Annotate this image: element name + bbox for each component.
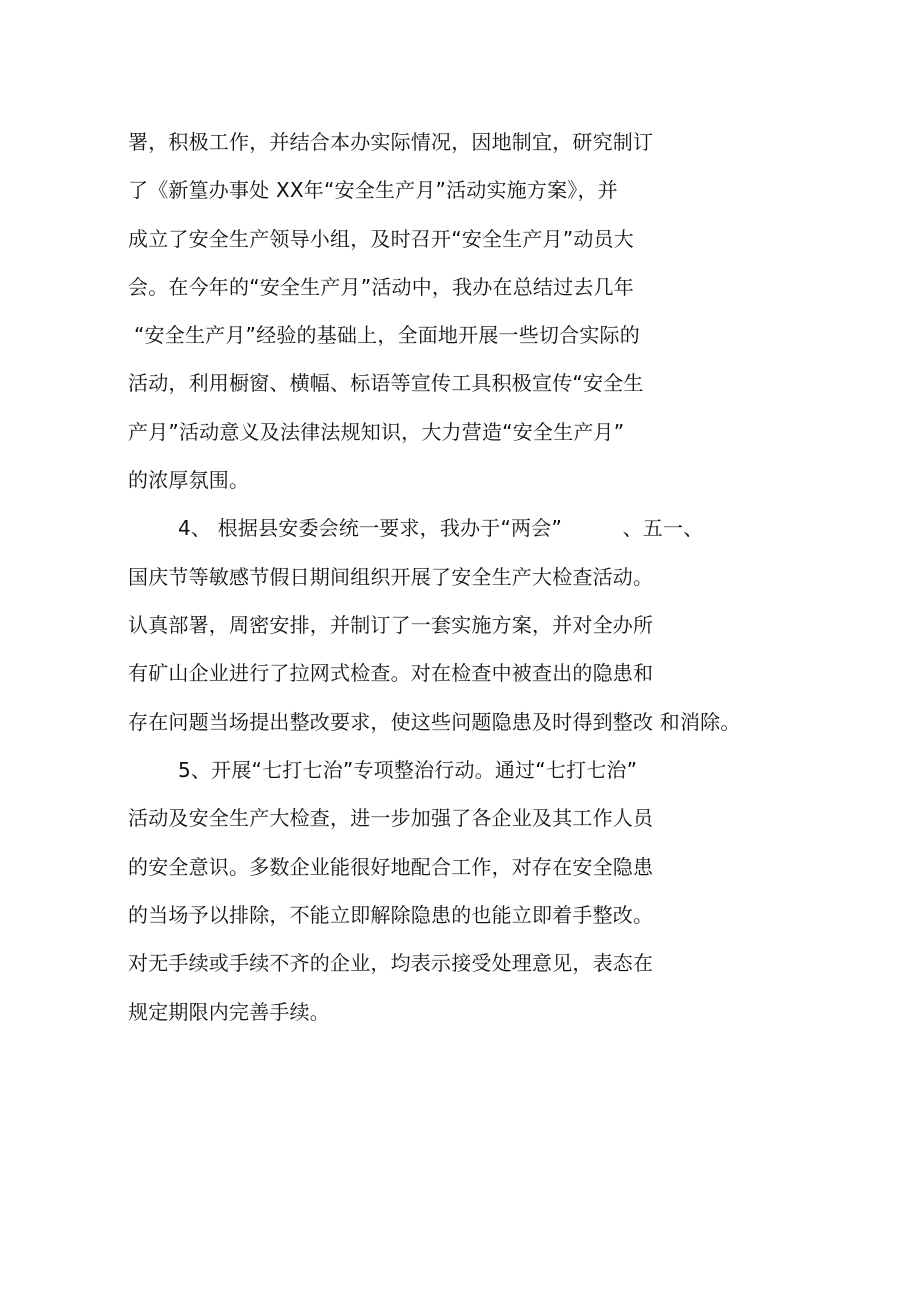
text-line-1: 署，积极工作，并结合本办实际情况，因地制宜，研究制订 xyxy=(128,130,654,154)
text-line-10: 国庆节等敏感节假日期间组织开展了安全生产大检查活动。 xyxy=(128,565,654,589)
text-line-3: 成立了安全生产领导小组，及时召开“安全生产月”动员大 xyxy=(128,227,634,251)
text-line-12: 有矿山企业进行了拉网式检查。对在检查中被查出的隐患和 xyxy=(128,661,654,685)
text-line-15: 活动及安全生产大检查，进一步加强了各企业及其工作人员 xyxy=(128,806,654,830)
text-line-8: 的浓厚氛围。 xyxy=(128,468,250,492)
text-line-14: 5、开展“七打七治”专项整治行动。通过“七打七治” xyxy=(178,758,638,782)
text-line-9: 4、 根据县安委会统一要求，我办于“两会” 、五一、 xyxy=(178,516,704,540)
text-line-6: 活动，利用橱窗、横幅、标语等宣传工具积极宣传“安全生 xyxy=(128,371,644,395)
text-line-4: 会。在今年的“安全生产月”活动中，我办在总结过去几年 xyxy=(128,275,634,299)
text-line-11: 认真部署，周密安排，并制订了一套实施方案，并对全办所 xyxy=(128,613,654,637)
text-line-17: 的当场予以排除，不能立即解除隐患的也能立即着手整改。 xyxy=(128,903,654,927)
text-line-7: 产月”活动意义及法律法规知识，大力营造“安全生产月” xyxy=(128,420,625,444)
text-line-13: 存在问题当场提出整改要求，使这些问题隐患及时得到整改 和消除。 xyxy=(128,710,741,734)
text-line-2: 了《新篁办事处 XX年“安全生产月”活动实施方案》，并 xyxy=(128,178,618,202)
text-line-19: 规定期限内完善手续。 xyxy=(128,1000,330,1024)
text-line-16: 的安全意识。多数企业能很好地配合工作，对存在安全隐患 xyxy=(128,855,654,879)
text-line-18: 对无手续或手续不齐的企业，均表示接受处理意见，表态在 xyxy=(128,951,654,975)
text-line-5: “安全生产月”经验的基础上，全面地开展一些切合实际的 xyxy=(134,323,640,347)
